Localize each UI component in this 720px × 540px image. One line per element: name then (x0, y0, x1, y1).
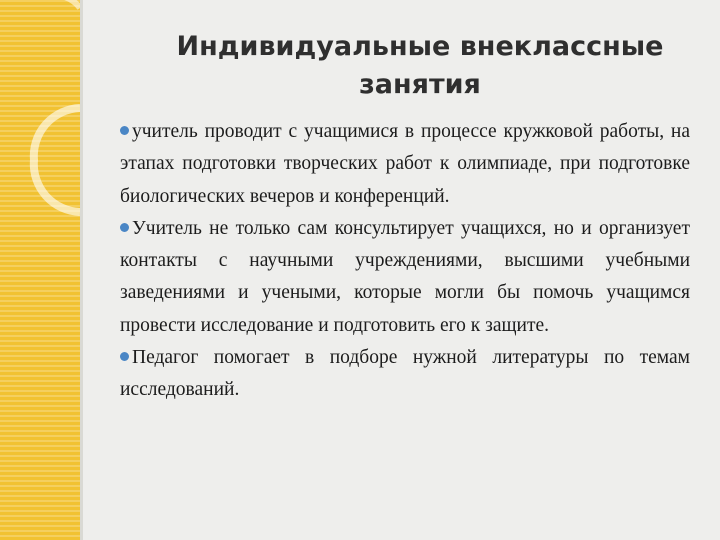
bullet-dot-icon (120, 223, 129, 232)
slide-title (120, 28, 720, 104)
bullet-dot-icon (120, 352, 129, 361)
decorative-side-band (0, 0, 80, 540)
bullet-text: учитель проводит с учащимися в процессе кружковой работы, на этапах подготовки творческих работ к олимпиаде, при подготовке биологических вечеров и конференций. (120, 121, 690, 207)
slide-title-line-2: занятия (359, 69, 481, 100)
bullet-item (120, 213, 690, 342)
bullet-item (120, 116, 690, 213)
bullet-text: Учитель не только сам консультирует учащихся, но и организует контакты с научными учреждениями, высшими учебными заведениями и учеными, которые могли бы помочь учащимся провести исследование и подготовить его к защите. (120, 217, 690, 336)
bullet-text: Педагог помогает в подборе нужной литературы по темам исследований. (120, 347, 690, 401)
bullet-dot-icon (120, 126, 129, 135)
bullet-item (120, 342, 690, 407)
side-band-edge (80, 0, 83, 540)
decorative-swirl-icon (0, 0, 80, 220)
slide-title-line-1: Индивидуальные внеклассные (176, 31, 664, 62)
bullet-list (120, 116, 690, 407)
